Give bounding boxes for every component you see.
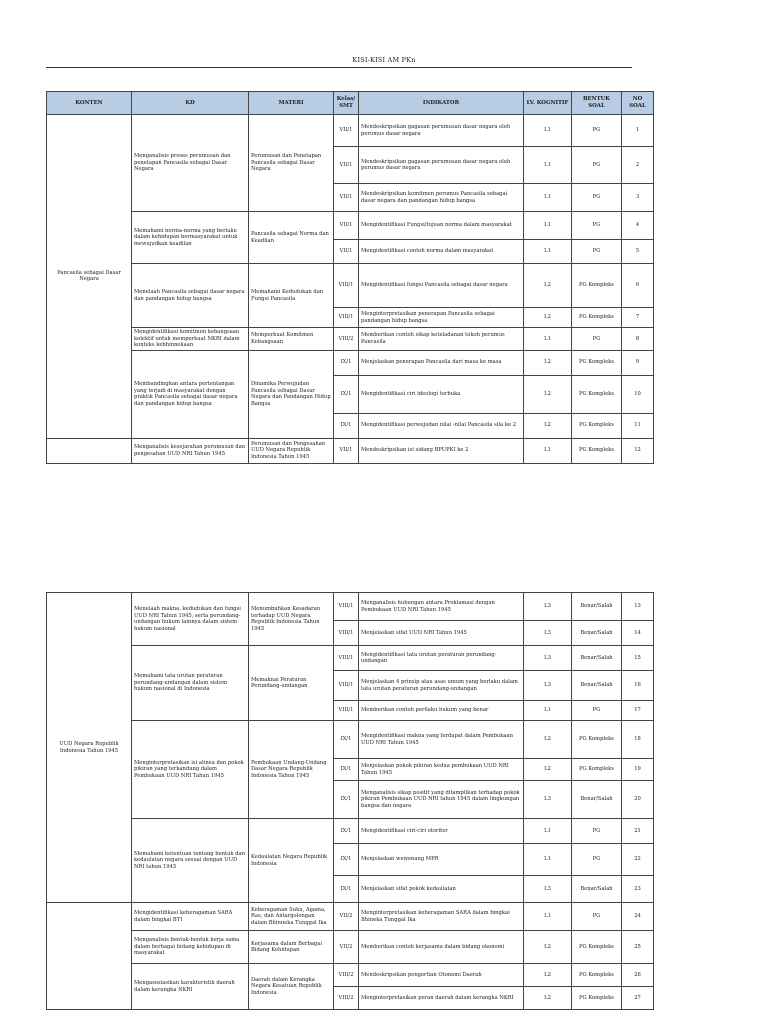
kelas-cell: VIII/1	[334, 264, 359, 308]
kisi-kisi-table-1	[46, 91, 654, 464]
indikator-cell: Menjelaskan penerapan Pancasila dari masa ke masa	[359, 350, 524, 375]
header-indikator: INDIKATOR	[359, 92, 524, 115]
materi-cell: Keberagaman Suku, Agama, Ras, dan Antargolongan dalam Bhinneka Tunggal Ika	[249, 903, 334, 931]
table-row	[47, 212, 654, 240]
no-cell: 4	[622, 212, 654, 240]
indikator-cell: Mengidentifikasi Fungsi/tujuan norma dalam masyarakat	[359, 212, 524, 240]
bentuk-cell: PG Kompleks	[572, 413, 622, 438]
materi-cell: Menumbuhkan Kesadaran terhadap UUD Negara Republik Indonesia Tahun 1945	[249, 593, 334, 646]
header-bentuk-soal: BENTUK SOAL	[572, 92, 622, 115]
kelas-cell: VIII/1	[334, 308, 359, 328]
indikator-cell: Mengidentifikasi ciri-ciri otoriter	[359, 819, 524, 844]
bentuk-cell: PG Kompleks	[572, 308, 622, 328]
kd-cell: Mengidentifikasi keberagaman SARA dalam bingkai BTI	[132, 903, 249, 931]
bentuk-cell: Benar/Salah	[572, 621, 622, 646]
indikator-cell: Menjelaskan wewenang MPR	[359, 844, 524, 876]
table-row	[47, 593, 654, 621]
bentuk-cell: PG	[572, 240, 622, 264]
kelas-cell: IX/1	[334, 876, 359, 903]
konten-cell: UUD Negara Republik Indonesia Tahun 1945	[47, 593, 132, 903]
bentuk-cell: PG	[572, 819, 622, 844]
bentuk-cell: PG Kompleks	[572, 350, 622, 375]
bentuk-cell: PG Kompleks	[572, 264, 622, 308]
indikator-cell: Mengidentifikasi ciri ideologi terbuka	[359, 375, 524, 413]
indikator-cell: Menjelaskan sifat pokok kedaulatan	[359, 876, 524, 903]
no-cell: 21	[622, 819, 654, 844]
bentuk-cell: PG Kompleks	[572, 375, 622, 413]
kelas-cell: IX/1	[334, 413, 359, 438]
kelas-cell: IX/1	[334, 759, 359, 781]
kd-cell: Menganalisis proses perumusan dan penetapan Pancasila sebagai Dasar Negara	[132, 115, 249, 212]
lv-cell: L2	[524, 721, 572, 759]
lv-cell: L1	[524, 147, 572, 184]
header-materi: MATERI	[249, 92, 334, 115]
no-cell: 10	[622, 375, 654, 413]
kd-cell: Menganalisis bentuk-bentuk kerja sama dalam berbagai bidang kehidupan di masyarakat	[132, 931, 249, 964]
konten-cell	[47, 903, 132, 1010]
no-cell: 5	[622, 240, 654, 264]
konten-cell: Pancasila sebagai Dasar Negara	[47, 115, 132, 439]
lv-cell: L1	[524, 240, 572, 264]
table-row	[47, 931, 654, 964]
no-cell: 9	[622, 350, 654, 375]
table-row	[47, 964, 654, 987]
table-row	[47, 646, 654, 671]
kelas-cell: IX/1	[334, 819, 359, 844]
table-row	[47, 438, 654, 463]
lv-cell: L2	[524, 413, 572, 438]
kelas-cell: IX/1	[334, 844, 359, 876]
materi-cell: Dinamika Perwujudan Pancasila sebagai Dasar Negara dan Pandangan Hidup Bangsa	[249, 350, 334, 438]
kisi-kisi-table-2	[46, 592, 654, 1010]
lv-cell: L1	[524, 438, 572, 463]
kelas-cell: IX/1	[334, 350, 359, 375]
indikator-cell: Mendeskripsikan komitmen perumus Pancasila sebagai dasar negara dan pandangan hidup bangsa	[359, 184, 524, 212]
table-row	[47, 264, 654, 308]
bentuk-cell: PG	[572, 184, 622, 212]
lv-cell: L1	[524, 212, 572, 240]
bentuk-cell: PG Kompleks	[572, 931, 622, 964]
kelas-cell: VII/1	[334, 240, 359, 264]
bentuk-cell: Benar/Salah	[572, 781, 622, 819]
kelas-cell: VII/2	[334, 903, 359, 931]
lv-cell: L2	[524, 964, 572, 987]
indikator-cell: Memberikan contoh kerjasama dalam bidang ekonomi	[359, 931, 524, 964]
bentuk-cell: PG Kompleks	[572, 759, 622, 781]
bentuk-cell: PG	[572, 115, 622, 147]
materi-cell: Pancasila sebagai Norma dan Keadilan	[249, 212, 334, 264]
no-cell: 14	[622, 621, 654, 646]
bentuk-cell: Benar/Salah	[572, 593, 622, 621]
lv-cell: L1	[524, 328, 572, 351]
kd-cell: Memahami ketentuan tentang bentuk dan kedaulatan negara sesuai dengan UUD NRI tahun 1945	[132, 819, 249, 903]
lv-cell: L3	[524, 876, 572, 903]
bentuk-cell: PG Kompleks	[572, 964, 622, 987]
no-cell: 20	[622, 781, 654, 819]
indikator-cell: Memberikan contoh sikap keteladanan tokoh perumus Pancasila	[359, 328, 524, 351]
header-kelas: Kelas/ SMT	[334, 92, 359, 115]
table-row	[47, 903, 654, 931]
kelas-cell: VII/1	[334, 212, 359, 240]
no-cell: 2	[622, 147, 654, 184]
no-cell: 15	[622, 646, 654, 671]
materi-cell: Memperkuat Komitmen Kebangsaan	[249, 328, 334, 351]
kd-cell: Menelaah Pancasila sebagai dasar negara dan pandangan hidup bangsa	[132, 264, 249, 328]
kelas-cell: VIII/1	[334, 646, 359, 671]
table-row	[47, 328, 654, 351]
no-cell: 27	[622, 987, 654, 1010]
bentuk-cell: PG	[572, 147, 622, 184]
lv-cell: L1	[524, 115, 572, 147]
no-cell: 11	[622, 413, 654, 438]
indikator-cell: Mengidentifikasi contoh norma dalam masyarakat	[359, 240, 524, 264]
indikator-cell: Mengidentifikasi tata urutan peraturan perundang-undangan	[359, 646, 524, 671]
no-cell: 22	[622, 844, 654, 876]
bentuk-cell: PG	[572, 212, 622, 240]
indikator-cell: Mengidentifikasi fungsi Pancasila sebagai dasar negara	[359, 264, 524, 308]
indikator-cell: Menjelaskan 4 prinsip atau asas umum yang berlaku dalam tata urutan peraturan perundang-undangan	[359, 671, 524, 701]
materi-cell: Kedaulatan Negara Republik Indonesia	[249, 819, 334, 903]
lv-cell: L2	[524, 759, 572, 781]
lv-cell: L3	[524, 646, 572, 671]
indikator-cell: Memberikan contoh perilaku hukum yang benar	[359, 701, 524, 721]
header-konten: KONTEN	[47, 92, 132, 115]
indikator-cell: Menjelaskan sifat UUD NRI Tahun 1945	[359, 621, 524, 646]
no-cell: 8	[622, 328, 654, 351]
no-cell: 17	[622, 701, 654, 721]
no-cell: 1	[622, 115, 654, 147]
title-rule	[46, 67, 632, 68]
lv-cell: L1	[524, 819, 572, 844]
bentuk-cell: Benar/Salah	[572, 876, 622, 903]
bentuk-cell: Benar/Salah	[572, 671, 622, 701]
kd-cell: Memahami tata urutan peraturan perundang-undangan dalam sistem hukum nasional di Indonesia	[132, 646, 249, 721]
lv-cell: L3	[524, 621, 572, 646]
kelas-cell: VII/1	[334, 438, 359, 463]
indikator-cell: Menganalisis hubungan antara Proklamasi dengan Pembukaan UUD NRI Tahun 1945	[359, 593, 524, 621]
lv-cell: L1	[524, 844, 572, 876]
kelas-cell: VIII/1	[334, 593, 359, 621]
no-cell: 16	[622, 671, 654, 701]
kelas-cell: VII/1	[334, 115, 359, 147]
table-row	[47, 721, 654, 759]
table-row	[47, 115, 654, 147]
bentuk-cell: PG	[572, 844, 622, 876]
kd-cell: Menginterpretasikan isi alinea dan pokok pikiran yang terkandung dalam Pembukaan UUD NRI Tahun 1945	[132, 721, 249, 819]
no-cell: 26	[622, 964, 654, 987]
indikator-cell: Mengidentifikasi perwujudan nilai -nilai Pancasila sila ke 2	[359, 413, 524, 438]
materi-cell: Perumusan dan Pengesahan UUD Negara Republik Indonesia Tahun 1945	[249, 438, 334, 463]
bentuk-cell: PG	[572, 328, 622, 351]
kelas-cell: VIII/1	[334, 621, 359, 646]
kelas-cell: VIII/1	[334, 671, 359, 701]
lv-cell: L2	[524, 308, 572, 328]
kd-cell: Membandingkan antara pertentangan yang terjadi di masyarakat dengan praktik Pancasila sebagai dasar negara dan pandangan hidup bangsa	[132, 350, 249, 438]
table-row	[47, 350, 654, 375]
indikator-cell: Mendeskripsikan isi sidang BPUPKI ke 2	[359, 438, 524, 463]
kd-cell: Mengidentifikasi komitmen kebangsaan kolektif untuk memperkuat NKRI dalam konteks kebhinnekaan	[132, 328, 249, 351]
materi-cell: Perumusan dan Penetapan Pancasila sebagai Dasar Negara	[249, 115, 334, 212]
kelas-cell: VIII/1	[334, 701, 359, 721]
document-title: KISI-KISI AM PKn	[352, 56, 416, 64]
kelas-cell: VII/1	[334, 184, 359, 212]
materi-cell: Daerah dalam Kerangka Negara Kesatuan Republik Indonesia	[249, 964, 334, 1010]
lv-cell: L3	[524, 781, 572, 819]
kelas-cell: VIII/2	[334, 328, 359, 351]
bentuk-cell: Benar/Salah	[572, 646, 622, 671]
no-cell: 25	[622, 931, 654, 964]
lv-cell: L1	[524, 184, 572, 212]
kelas-cell: VIII/2	[334, 964, 359, 987]
materi-cell: Pembukaan Undang-Undang Dasar Negara Republik Indonesia Tahun 1945	[249, 721, 334, 819]
materi-cell: Kerjasama dalam Berbagai Bidang Kehidupan	[249, 931, 334, 964]
indikator-cell: Mendeskripsikan pengertian Otonomi Daerah	[359, 964, 524, 987]
bentuk-cell: PG	[572, 701, 622, 721]
kelas-cell: VII/2	[334, 931, 359, 964]
bentuk-cell: PG Kompleks	[572, 721, 622, 759]
table-row	[47, 819, 654, 844]
kelas-cell: VII/1	[334, 147, 359, 184]
kd-cell: Mengasosiasikan karakteristik daerah dalam kerangka NKRI	[132, 964, 249, 1010]
no-cell: 23	[622, 876, 654, 903]
indikator-cell: Mendeskripsikan gagasan perumusan dasar negara oleh perumus dasar negara	[359, 115, 524, 147]
header-no-soal: NO SOAL	[622, 92, 654, 115]
bentuk-cell: PG Kompleks	[572, 438, 622, 463]
no-cell: 24	[622, 903, 654, 931]
no-cell: 13	[622, 593, 654, 621]
lv-cell: L2	[524, 931, 572, 964]
kd-cell: Menganalisis kesejarahan perumusan dan pengesahan UUD NRI Tahun 1945	[132, 438, 249, 463]
no-cell: 19	[622, 759, 654, 781]
indikator-cell: Menjelaskan pokok pikiran kedua pembukaan UUD NRI Tahun 1945	[359, 759, 524, 781]
bentuk-cell: PG Kompleks	[572, 987, 622, 1010]
kd-cell: Menelaah makna, kedudukan dan fungsi UUD NRI Tahun 1945, serta perundang-undangan hukum lainnya dalam sistem hukum nasional	[132, 593, 249, 646]
materi-cell: Memaknai Peraturan Perundang-undangan	[249, 646, 334, 721]
no-cell: 18	[622, 721, 654, 759]
kelas-cell: VIII/2	[334, 987, 359, 1010]
no-cell: 6	[622, 264, 654, 308]
lv-cell: L2	[524, 350, 572, 375]
indikator-cell: Mengidentifikasi makna yang terdapat dalam Pembukaan UUD NRI Tahun 1945	[359, 721, 524, 759]
indikator-cell: Menginterpretasikan keberagaman SARA dalam bingkai Bhineka Tunggal Ika	[359, 903, 524, 931]
lv-cell: L2	[524, 987, 572, 1010]
indikator-cell: Menganalisis sikap positif yang ditampilkan terhadap pokok pikiran Pembukaan UUD NRI tahun 1945 dalam lingkungan bangsa dan negara	[359, 781, 524, 819]
header-lv-kognitif: LV. KOGNITIF	[524, 92, 572, 115]
lv-cell: L1	[524, 903, 572, 931]
table-header-row	[47, 92, 654, 115]
lv-cell: L3	[524, 671, 572, 701]
no-cell: 12	[622, 438, 654, 463]
header-kd: KD	[132, 92, 249, 115]
bentuk-cell: PG	[572, 903, 622, 931]
kelas-cell: IX/1	[334, 375, 359, 413]
no-cell: 3	[622, 184, 654, 212]
indikator-cell: Menginterpretasikan peran daerah dalam kerangka NKRI	[359, 987, 524, 1010]
lv-cell: L3	[524, 593, 572, 621]
lv-cell: L1	[524, 701, 572, 721]
kelas-cell: IX/1	[334, 781, 359, 819]
lv-cell: L2	[524, 375, 572, 413]
indikator-cell: Menginterpretasikan penerapan Pancasila sebagai pandangan hidup bangsa	[359, 308, 524, 328]
konten-cell	[47, 438, 132, 463]
lv-cell: L2	[524, 264, 572, 308]
indikator-cell: Mendeskripsikan gagasan perumusan dasar negara oleh perumus dasar negara	[359, 147, 524, 184]
kelas-cell: IX/1	[334, 721, 359, 759]
no-cell: 7	[622, 308, 654, 328]
materi-cell: Memahami Kedudukan dan Fungsi Pancasila	[249, 264, 334, 328]
kd-cell: Memahami norma-norma yang berlaku dalam kehidupan bermasyarakat untuk mewujudkan keadilan	[132, 212, 249, 264]
